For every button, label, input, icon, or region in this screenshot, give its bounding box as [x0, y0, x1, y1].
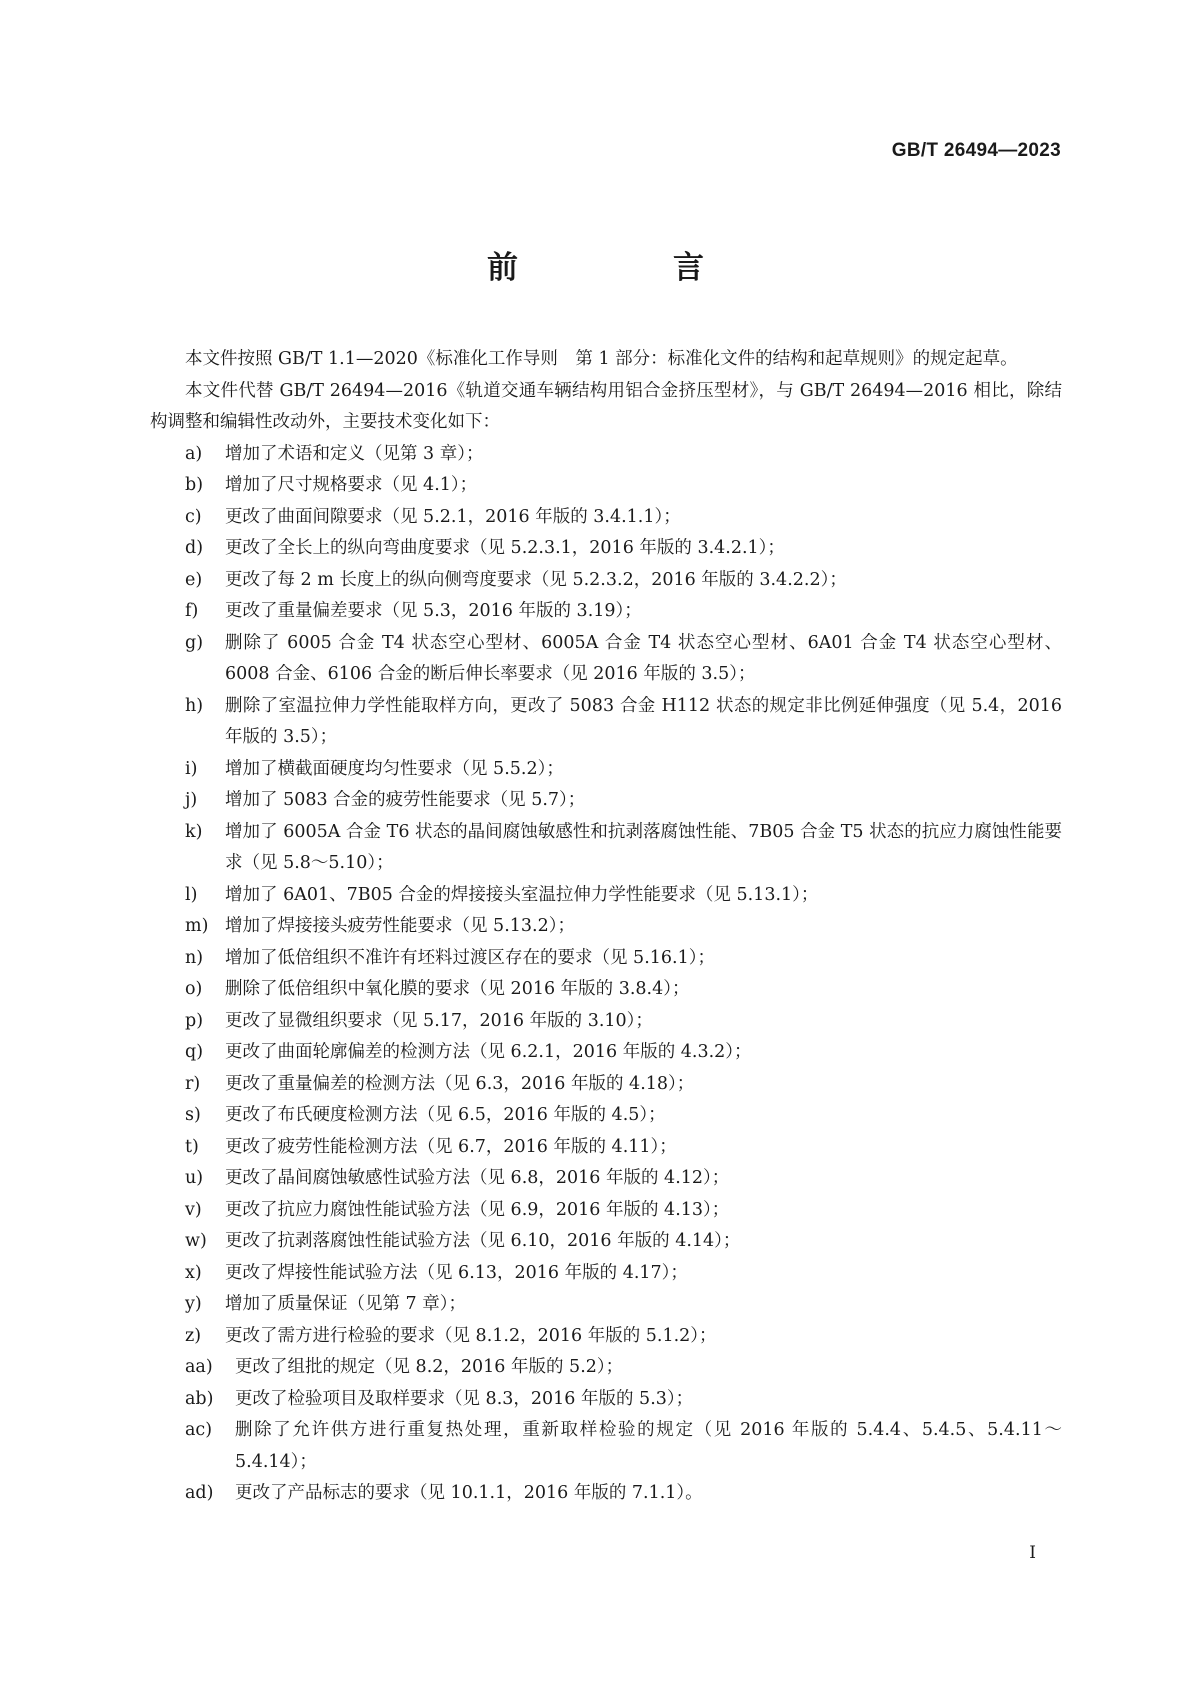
change-list	[150, 439, 1062, 1510]
list-item-text: 增加了术语和定义（见第 3 章）；	[225, 443, 484, 464]
list-item-label: g)	[185, 632, 204, 653]
list-item	[185, 1352, 1062, 1384]
list-item-text: 更改了需方进行检验的要求（见 8.1.2，2016 年版的 5.1.2）；	[225, 1325, 717, 1346]
list-item	[185, 1415, 1062, 1478]
list-item-text: 增加了低倍组织不准许有坯料过渡区存在的要求（见 5.16.1）；	[225, 947, 715, 968]
list-item	[185, 1321, 1062, 1353]
list-item-text: 更改了显微组织要求（见 5.17，2016 年版的 3.10）；	[225, 1010, 653, 1031]
list-item-label: n)	[185, 947, 204, 968]
list-item-label: l)	[185, 884, 198, 905]
list-item-label: o)	[185, 979, 203, 999]
list-item	[185, 470, 1062, 502]
list-item-label: q)	[185, 1042, 204, 1062]
list-item-text: 删除了低倍组织中氧化膜的要求（见 2016 年版的 3.8.4）；	[225, 979, 690, 999]
list-item	[185, 1006, 1062, 1038]
list-item	[185, 1195, 1062, 1227]
list-item	[185, 1384, 1062, 1416]
list-item	[185, 785, 1062, 817]
list-item	[185, 817, 1062, 880]
list-item-text: 更改了曲面轮廓偏差的检测方法（见 6.2.1，2016 年版的 4.3.2）；	[225, 1042, 752, 1062]
list-item-text: 删除了 6005 合金 T4 状态空心型材、6005A 合金 T4 状态空心型材、6A01 合金 T4 状态空心型材、6008 合金、6106 合金的断后伸长率要求（见 2016 年版的 3.5）；	[225, 632, 1062, 684]
page-title: 前 言	[487, 250, 766, 286]
list-item-label: c)	[185, 506, 202, 527]
list-item	[185, 596, 1062, 628]
list-item-label: y)	[185, 1294, 202, 1314]
list-item-label: f)	[185, 601, 199, 621]
list-item-text: 更改了焊接性能试验方法（见 6.13，2016 年版的 4.17）；	[225, 1262, 688, 1283]
standard-code: GB/T 26494—2023	[891, 140, 1061, 161]
list-item-text: 更改了布氏硬度检测方法（见 6.5，2016 年版的 4.5）；	[225, 1105, 666, 1125]
list-item-text: 更改了曲面间隙要求（见 5.2.1，2016 年版的 3.4.1.1）；	[225, 506, 681, 527]
list-item-label: t)	[185, 1136, 199, 1157]
list-item-text: 更改了晶间腐蚀敏感性试验方法（见 6.8，2016 年版的 4.12）；	[225, 1168, 730, 1188]
list-item-text: 更改了每 2 m 长度上的纵向侧弯度要求（见 5.2.3.2，2016 年版的 3.4.2.2）；	[225, 569, 847, 590]
list-item-label: b)	[185, 475, 204, 495]
list-item-text: 增加了 5083 合金的疲劳性能要求（见 5.7）；	[225, 790, 586, 810]
list-item-label: s)	[185, 1105, 201, 1125]
list-item-label: z)	[185, 1325, 202, 1346]
list-item-label: ac)	[185, 1420, 213, 1440]
page-number: Ⅰ	[1029, 1543, 1036, 1563]
list-item-label: ab)	[185, 1388, 214, 1409]
list-item-label: e)	[185, 569, 203, 590]
paragraph-replacement-statement: 本文件代替 GB/T 26494—2016《轨道交通车辆结构用铝合金挤压型材》，与 GB/T 26494—2016 相比，除结构调整和编辑性改动外，主要技术变化如下：	[150, 380, 1062, 432]
list-item-label: w)	[185, 1231, 207, 1251]
list-item-text: 增加了质量保证（见第 7 章）；	[225, 1294, 467, 1314]
list-item-label: i)	[185, 758, 198, 779]
list-item-text: 更改了全长上的纵向弯曲度要求（见 5.2.3.1，2016 年版的 3.4.2.1）；	[225, 538, 785, 558]
list-item-label: u)	[185, 1168, 204, 1188]
list-item	[185, 1069, 1062, 1101]
list-item	[185, 880, 1062, 912]
list-item-label: x)	[185, 1262, 202, 1283]
list-item	[185, 1037, 1062, 1069]
list-item-label: h)	[185, 695, 204, 716]
list-item-text: 增加了横截面硬度均匀性要求（见 5.5.2）；	[225, 758, 564, 779]
list-item	[185, 691, 1062, 754]
list-item	[185, 754, 1062, 786]
list-item	[185, 1226, 1062, 1258]
list-item	[185, 974, 1062, 1006]
list-item	[185, 943, 1062, 975]
list-item-label: a)	[185, 443, 203, 464]
list-item-label: r)	[185, 1073, 201, 1094]
list-item-text: 增加了焊接接头疲劳性能要求（见 5.13.2）；	[225, 916, 575, 936]
list-item-text: 更改了抗应力腐蚀性能试验方法（见 6.9，2016 年版的 4.13）；	[225, 1199, 730, 1220]
list-item-text: 更改了重量偏差要求（见 5.3，2016 年版的 3.19）；	[225, 601, 642, 621]
list-item-label: k)	[185, 821, 203, 842]
list-item-text: 增加了 6005A 合金 T6 状态的晶间腐蚀敏感性和抗剥落腐蚀性能、7B05 合金 T5 状态的抗应力腐蚀性能要求（见 5.8～5.10）；	[225, 821, 1062, 873]
list-item	[185, 502, 1062, 534]
list-item-text: 更改了检验项目及取样要求（见 8.3，2016 年版的 5.3）；	[235, 1388, 694, 1409]
list-item	[185, 628, 1062, 691]
list-item-label: p)	[185, 1010, 204, 1031]
list-item-text: 增加了 6A01、7B05 合金的焊接接头室温拉伸力学性能要求（见 5.13.1）；	[225, 884, 819, 905]
list-item-text: 增加了尺寸规格要求（见 4.1）；	[225, 475, 478, 495]
list-item-label: j)	[185, 790, 198, 810]
list-item	[185, 1258, 1062, 1290]
list-item-text: 删除了允许供方进行重复热处理，重新取样检验的规定（见 2016 年版的 5.4.4、5.4.5、5.4.11～5.4.14）；	[235, 1420, 1062, 1472]
foreword-body	[150, 344, 1062, 1510]
list-item-label: m)	[185, 916, 209, 936]
list-item	[185, 1478, 1062, 1510]
list-item	[185, 533, 1062, 565]
list-item-label: v)	[185, 1199, 202, 1220]
list-item-text: 更改了组批的规定（见 8.2，2016 年版的 5.2）；	[235, 1357, 624, 1377]
list-item	[185, 565, 1062, 597]
list-item-label: aa)	[185, 1357, 213, 1377]
list-item	[185, 1289, 1062, 1321]
list-item	[185, 1100, 1062, 1132]
list-item-text: 更改了抗剥落腐蚀性能试验方法（见 6.10，2016 年版的 4.14）；	[225, 1231, 741, 1251]
list-item	[185, 1163, 1062, 1195]
list-item	[185, 1132, 1062, 1164]
list-item	[185, 439, 1062, 471]
paragraph-drafting-basis: 本文件按照 GB/T 1.1—2020《标准化工作导则 第 1 部分：标准化文件的结构和起草规则》的规定起草。	[185, 349, 1018, 369]
list-item-text: 删除了室温拉伸力学性能取样方向，更改了 5083 合金 H112 状态的规定非比例延伸强度（见 5.4，2016 年版的 3.5）；	[225, 695, 1062, 747]
list-item-text: 更改了疲劳性能检测方法（见 6.7，2016 年版的 4.11）；	[225, 1136, 677, 1157]
list-item-label: ad)	[185, 1483, 214, 1503]
list-item-label: d)	[185, 538, 204, 558]
list-item	[185, 911, 1062, 943]
list-item-text: 更改了产品标志的要求（见 10.1.1，2016 年版的 7.1.1）。	[235, 1483, 703, 1503]
list-item-text: 更改了重量偏差的检测方法（见 6.3，2016 年版的 4.18）；	[225, 1073, 695, 1094]
